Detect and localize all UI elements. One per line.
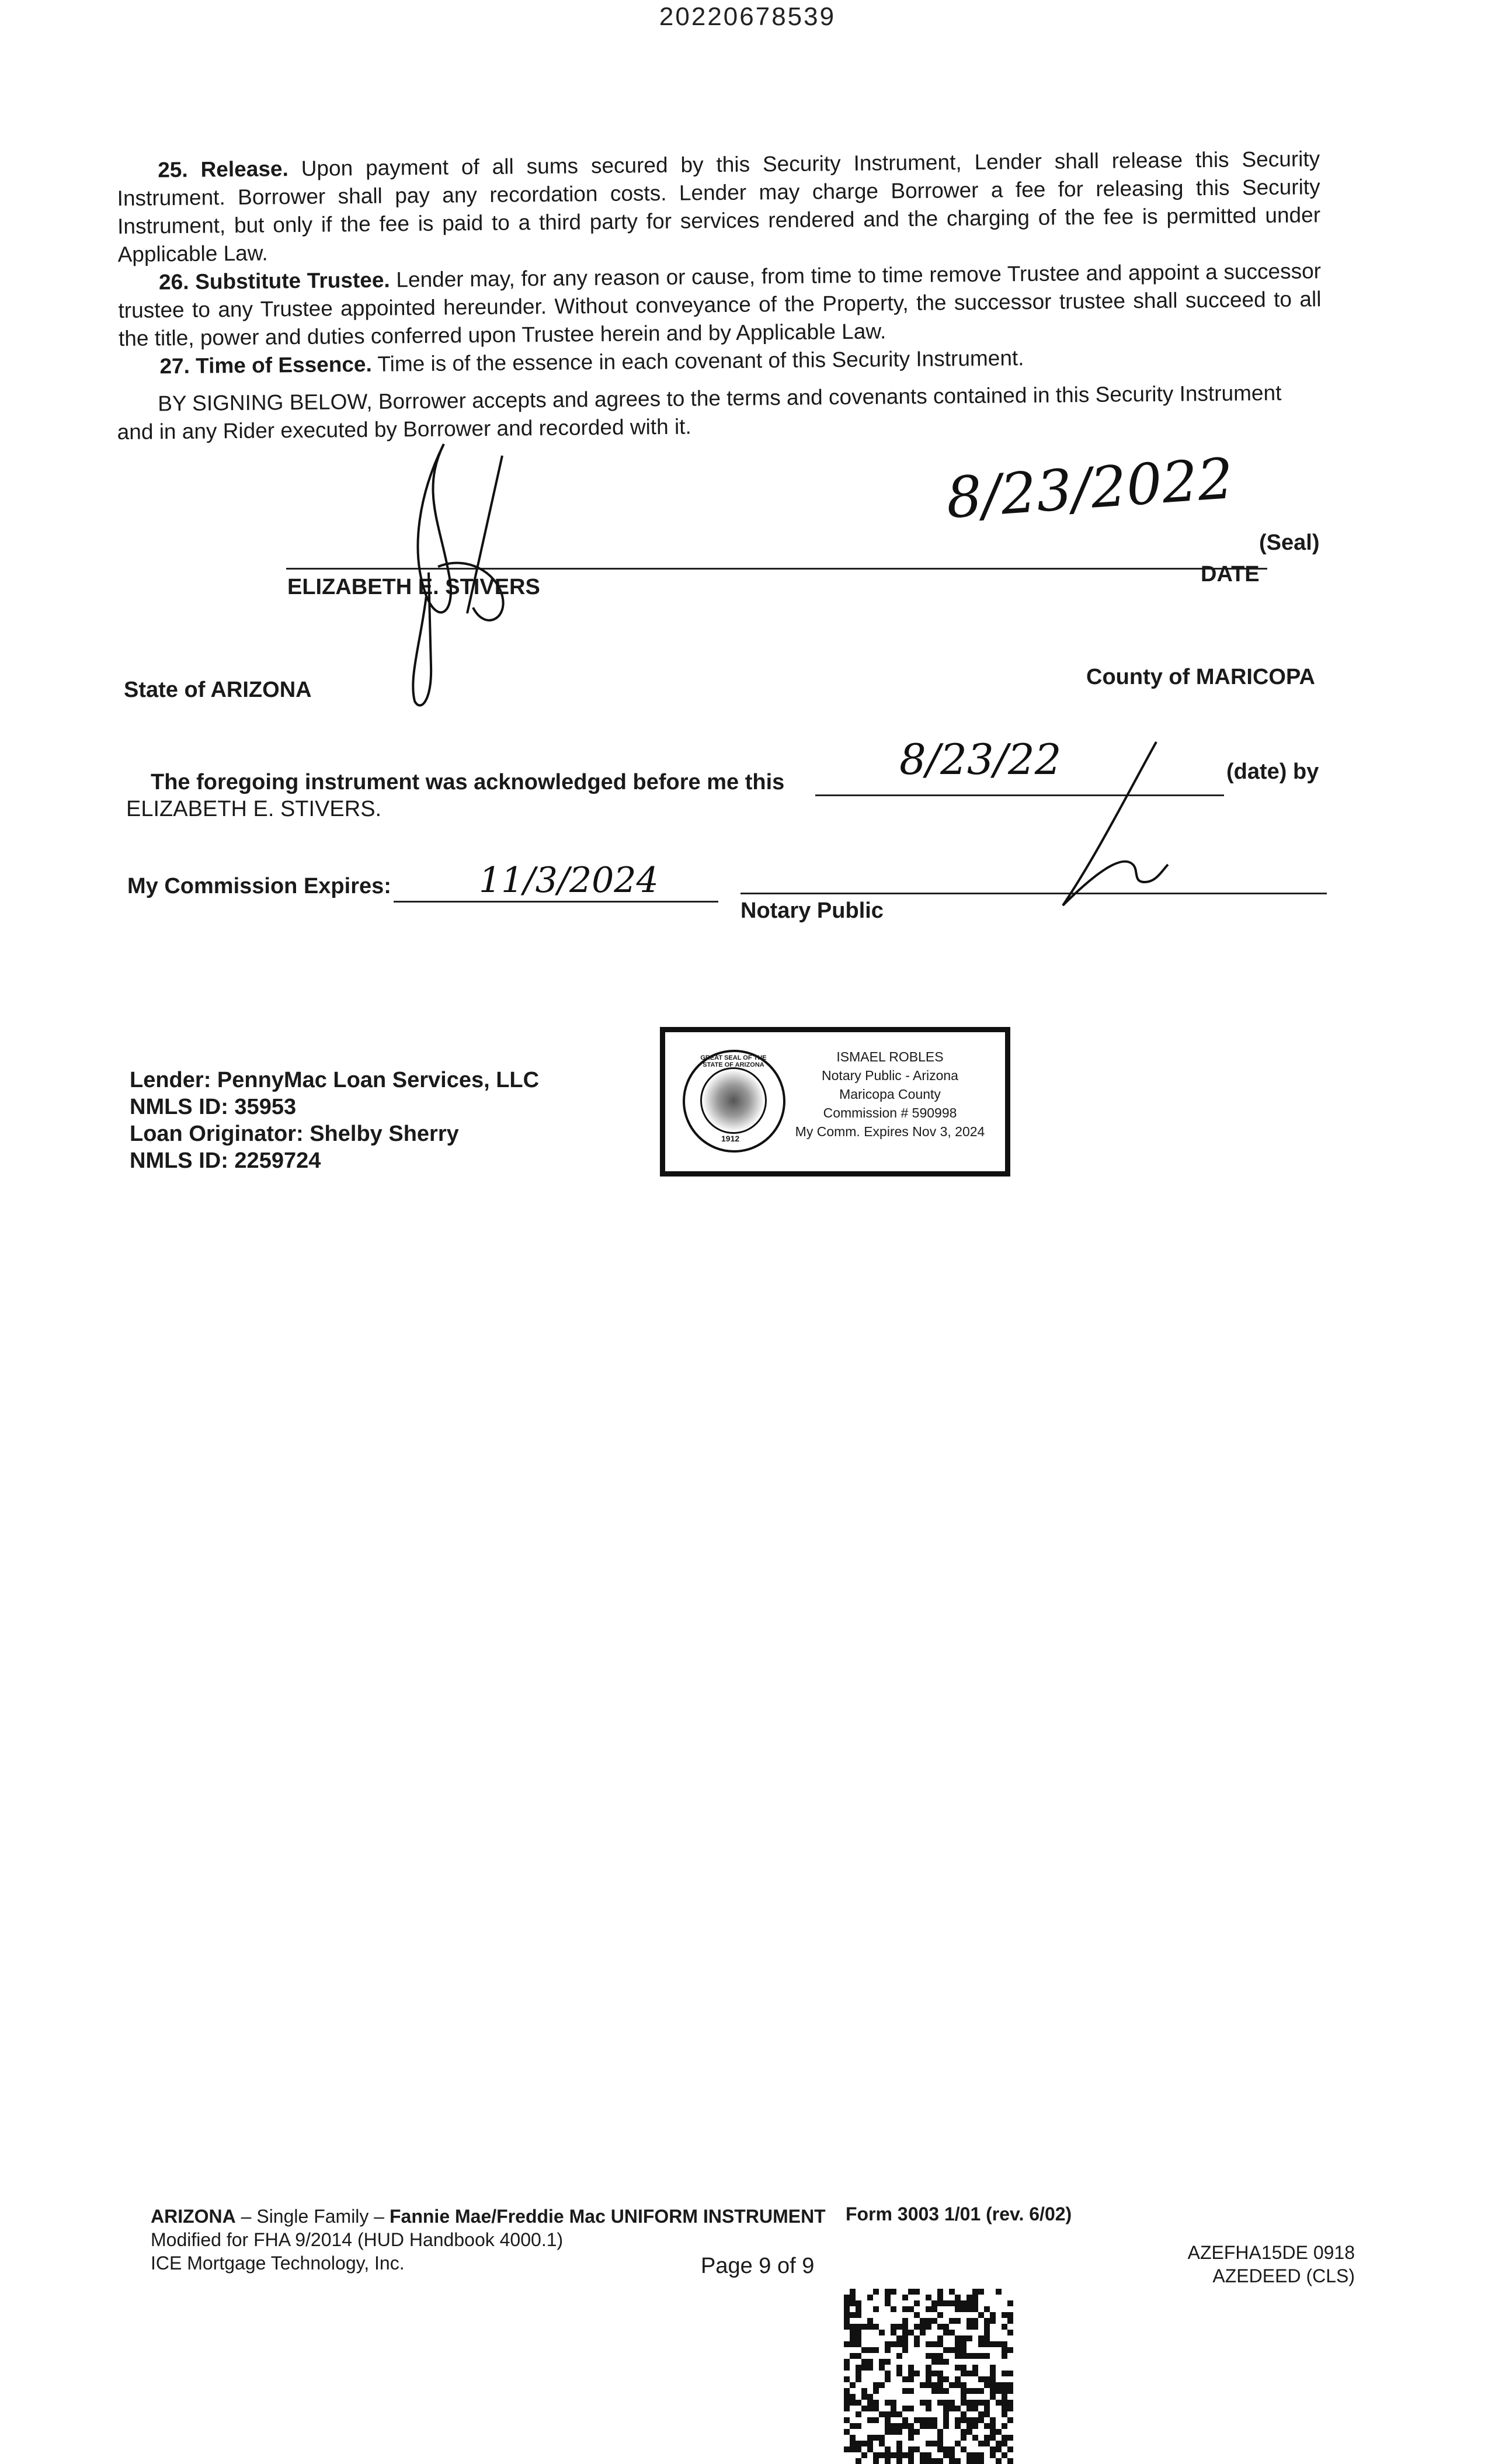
footer-code-1: AZEFHA15DE 0918 (1187, 2242, 1355, 2263)
lender-info (130, 1067, 539, 1174)
stamp-line-2: Notary Public - Arizona (822, 1068, 958, 1083)
notary-public-label: Notary Public (740, 898, 884, 923)
commission-line (394, 901, 718, 903)
section-26 (118, 257, 1322, 353)
notary-signature (1039, 724, 1180, 917)
section-26-number: 26. (158, 269, 189, 294)
borrower-signature (385, 421, 572, 724)
section-26-text: Lender may, for any reason or cause, from time to time remove Trustee and appoint a successor trustee to any Trustee appointed hereunder. Without conveyance of the Property, the successor trustee shall succeed to all the title, power and duties conferred upon Trustee herein and by Applicable Law. (118, 259, 1322, 350)
barcode-icon (843, 2289, 1014, 2464)
seal-label: (Seal) (1259, 530, 1320, 555)
notary-signature-line (740, 893, 1327, 894)
signed-date-handwritten: 8/23/2022 (944, 445, 1236, 532)
signing-statement-text: BY SIGNING BELOW, Borrower accepts and agrees to the terms and covenants contained in this Security Instrument and in any Rider executed by Borrower and recorded with it. (117, 380, 1282, 444)
footer-state: ARIZONA (151, 2206, 236, 2227)
date-label: DATE (1201, 562, 1260, 586)
section-25-number: 25. (158, 157, 188, 182)
footer-code-2: AZEDEED (CLS) (1212, 2265, 1355, 2286)
footer-line-2: Modified for FHA 9/2014 (HUD Handbook 4000.1) (151, 2229, 564, 2250)
acknowledged-date-handwritten: 8/23/22 (899, 735, 1062, 784)
section-27-text: Time is of the essence in each covenant of this Security Instrument. (377, 346, 1024, 376)
commission-expires-label: My Commission Expires: (127, 874, 391, 898)
borrower-name: ELIZABETH E. STIVERS (287, 575, 540, 599)
stamp-text (782, 1047, 998, 1141)
covenant-text (117, 145, 1322, 381)
stamp-line-5: My Comm. Expires Nov 3, 2024 (795, 1124, 985, 1139)
footer-family: – Single Family – (235, 2206, 390, 2227)
section-27-title: Time of Essence. (195, 352, 372, 378)
page-number: Page 9 of 9 (701, 2254, 815, 2278)
acknowledged-text: The foregoing instrument was acknowledged before me this (151, 770, 785, 794)
loan-originator: Loan Originator: Shelby Sherry (130, 1122, 459, 1146)
section-25 (117, 145, 1321, 269)
section-27-number: 27. (159, 353, 190, 379)
acknowledged-name: ELIZABETH E. STIVERS. (126, 797, 382, 821)
seal-year-text: 1912 (721, 1134, 740, 1143)
lender-nmls: NMLS ID: 35953 (130, 1095, 297, 1119)
state-label: State of ARIZONA (124, 678, 312, 702)
footer-line-1 (151, 2205, 826, 2228)
footer-instrument: Fannie Mae/Freddie Mac UNIFORM INSTRUMENT (389, 2206, 826, 2227)
section-25-text: Upon payment of all sums secured by this Security Instrument, Lender shall release this Security Instrument. Borrower shall pay any recordation costs. Lender may charge Borrower a fee for releasing this Security Instrument, but only if the fee is paid to a third party for services rendered and the charging of the fee is permitted under Applicable Law. (117, 147, 1321, 266)
stamp-line-3: Maricopa County (839, 1087, 941, 1102)
footer-form: Form 3003 1/01 (rev. 6/02) (846, 2203, 1072, 2224)
footer-line-3: ICE Mortgage Technology, Inc. (151, 2253, 405, 2274)
commission-value-handwritten: 11/3/2024 (479, 860, 659, 901)
state-seal-icon (683, 1050, 785, 1153)
seal-top-text: GREAT SEAL OF THE STATE OF ARIZONA (700, 1054, 767, 1068)
document-number: 20220678539 (659, 2, 836, 31)
footer-right (1110, 2241, 1355, 2288)
section-25-title: Release. (200, 157, 288, 182)
date-by-label: (date) by (1226, 759, 1319, 784)
notary-stamp (660, 1027, 1010, 1177)
county-label: County of MARICOPA (1086, 665, 1315, 689)
signing-statement (117, 379, 1320, 446)
stamp-line-4: Commission # 590998 (823, 1105, 957, 1120)
originator-nmls: NMLS ID: 2259724 (130, 1148, 321, 1173)
lender-name: Lender: PennyMac Loan Services, LLC (130, 1068, 540, 1092)
stamp-notary-name: ISMAEL ROBLES (836, 1049, 944, 1064)
section-26-title: Substitute Trustee. (195, 268, 390, 294)
